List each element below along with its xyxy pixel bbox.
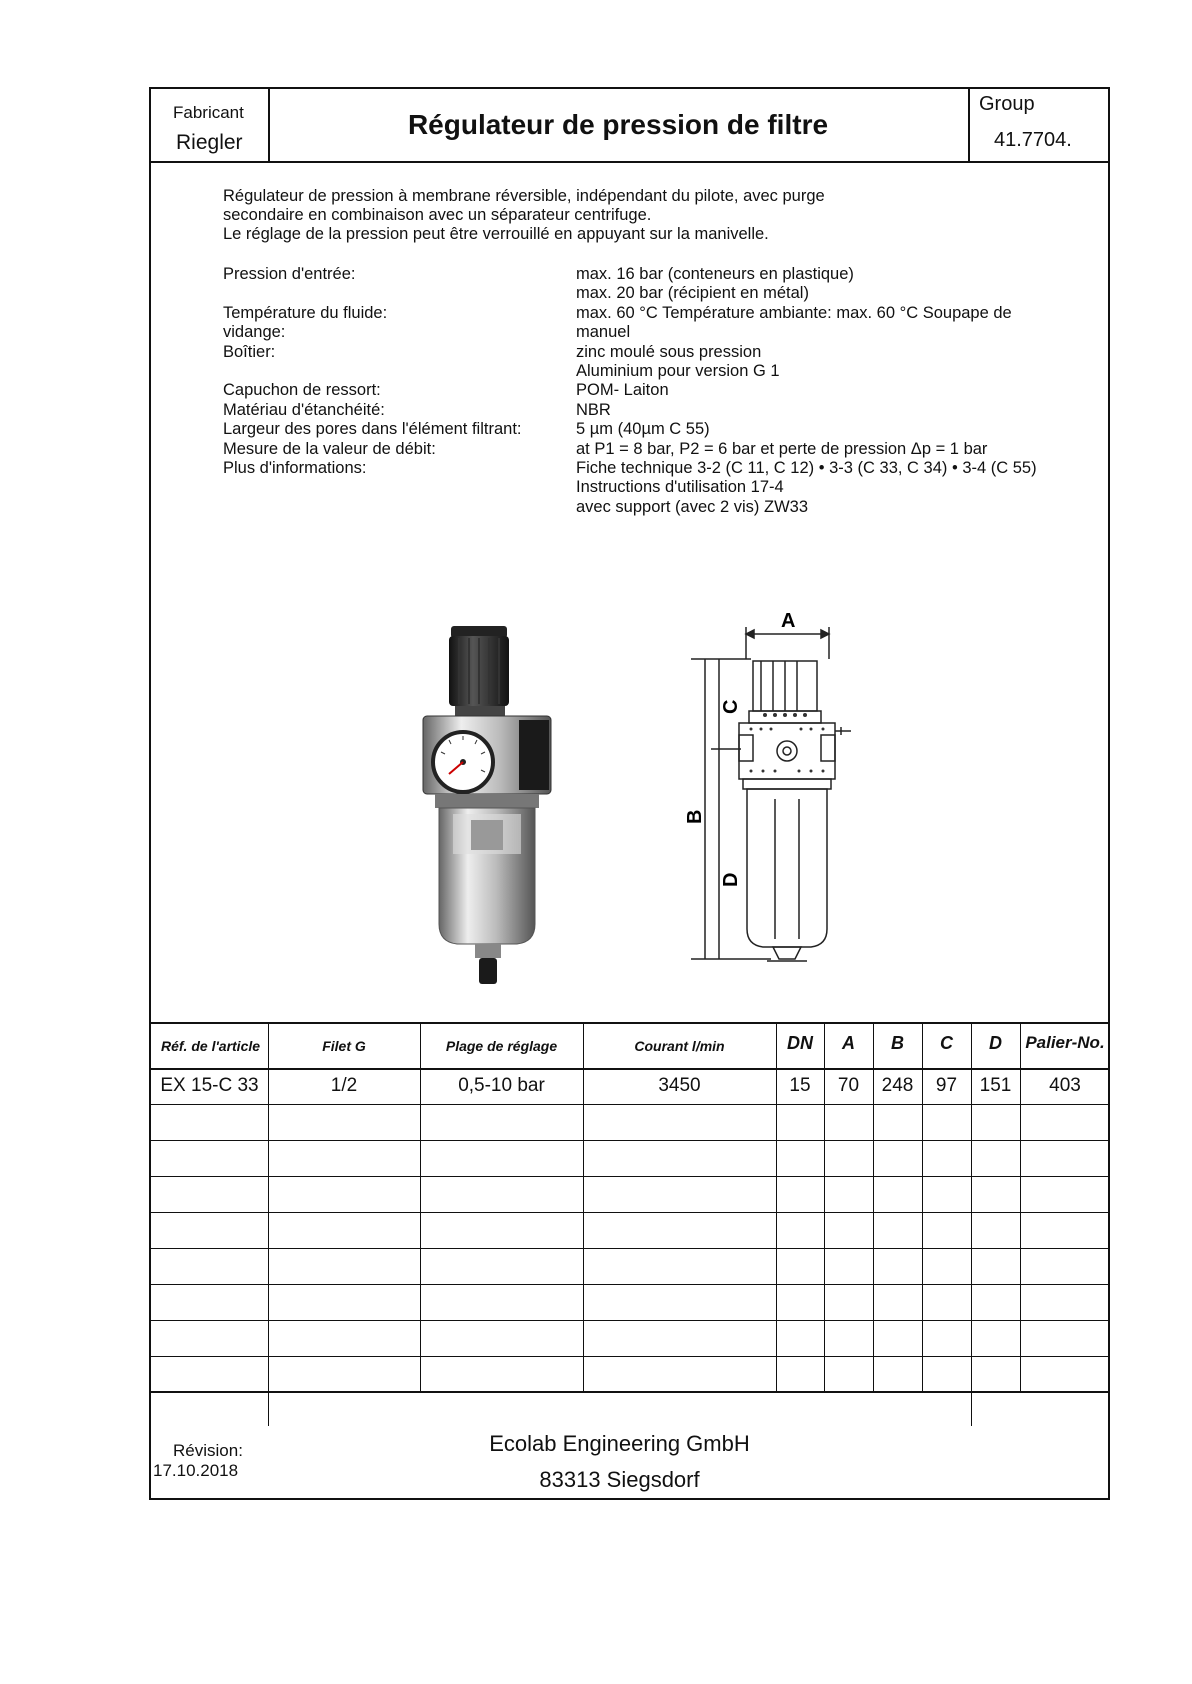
description-line-1: Régulateur de pression à membrane réversible, indépendant du pilote, avec purge [223,187,825,205]
table-top-rule [151,1022,1108,1024]
header-divider-right [968,89,970,161]
spec-label-flow-measurement: Mesure de la valeur de débit: [223,439,436,458]
spec-label-more-info: Plus d'informations: [223,459,367,478]
spec-value: manuel [576,323,631,342]
col-header-d: D [989,1033,1002,1053]
dim-label-d: D [720,872,742,887]
row-divider [151,1212,1108,1213]
spec-value: max. 16 bar (conteneurs en plastique) [576,265,854,283]
group-number: 41.7704. [994,129,1072,151]
spec-value: avec support (avec 2 vis) ZW33 [576,497,808,516]
header-bottom-rule [151,161,1108,163]
dim-label-a: A [781,610,796,632]
col-header-a: A [842,1033,855,1053]
spec-label-spacer [223,362,521,381]
company-address: 83313 Siegsdorf [539,1467,700,1492]
table-cell-range: 0,5-10 bar [458,1075,545,1096]
group-label: Group [979,93,1035,115]
spec-label-inlet-pressure: Pression d'entrée: [223,265,356,283]
dim-label-b: B [684,809,706,824]
spec-label-housing: Boîtier: [223,342,276,361]
spec-label-pore-width: Largeur des pores dans l'élément filtrant: [223,420,522,439]
spec-value: POM- Laiton [576,381,669,400]
col-header-stock-no: Palier-No. [1025,1033,1105,1052]
table-cell-dn: 15 [789,1075,811,1096]
row-divider [151,1356,1108,1357]
spec-value: Fiche technique 3-2 (C 11, C 12) • 3-3 (C 33, C 34) • 3-4 (C 55) [576,459,1037,478]
col-header-thread: Filet G [322,1038,366,1054]
row-divider [151,1176,1108,1177]
manufacturer-label: Fabricant [173,103,244,122]
row-divider [151,1284,1108,1285]
spec-value: zinc moulé sous pression [576,342,762,361]
spec-values [576,265,1037,517]
description-line-3: Le réglage de la pression peut être verrouillé en appuyant sur la manivelle. [223,225,769,243]
row-divider [151,1248,1108,1249]
spec-value: 5 µm (40µm C 55) [576,420,710,439]
company-name: Ecolab Engineering GmbH [489,1431,750,1456]
table-cell-d: 151 [979,1075,1012,1096]
table-cell-stock-no: 403 [1049,1075,1081,1096]
page-title: Régulateur de pression de filtre [407,109,829,140]
manufacturer-name: Riegler [176,131,243,154]
col-header-ref: Réf. de l'article [161,1038,261,1054]
table-cell-thread: 1/2 [330,1075,358,1096]
description-line-2: secondaire en combinaison avec un séparateur centrifuge. [223,206,652,224]
table-cell-c: 97 [935,1075,958,1096]
datasheet [149,87,1110,1500]
table-cell-flow: 3450 [658,1075,701,1096]
footer-top-rule [151,1391,1108,1393]
row-divider [151,1140,1108,1141]
row-divider [151,1104,1108,1105]
spec-label-seal-material: Matériau d'étanchéité: [223,400,385,419]
col-header-dn: DN [787,1033,813,1053]
col-header-b: B [891,1033,904,1053]
table-header-rule [151,1068,1108,1070]
spec-value: Instructions d'utilisation 17-4 [576,478,784,497]
table-cell-a: 70 [837,1075,860,1096]
revision-date: 17.10.2018 [153,1461,239,1480]
spec-label-drain: vidange: [223,323,286,342]
spec-labels [223,265,521,478]
dimension-drawing [684,609,931,989]
col-header-c: C [940,1033,953,1053]
spec-label-spring-cap: Capuchon de ressort: [223,381,381,400]
spec-label-fluid-temp: Température du fluide: [223,303,388,322]
spec-value: NBR [576,400,611,419]
spec-value: Aluminium pour version G 1 [576,362,780,381]
col-header-range: Plage de réglage [445,1038,558,1054]
table-cell-ref: EX 15-C 33 [160,1075,259,1096]
spec-value: at P1 = 8 bar, P2 = 6 bar et perte de pression Δp = 1 bar [576,439,988,458]
revision-label: Révision: [173,1441,243,1460]
dim-label-c: C [720,699,742,714]
table-cell-b: 248 [881,1075,914,1096]
row-divider [151,1320,1108,1321]
spec-value: max. 60 °C Température ambiante: max. 60 °C Soupape de [576,303,1012,322]
spec-value: max. 20 bar (récipient en métal) [576,284,809,303]
product-photo [419,624,559,994]
col-header-flow: Courant l/min [634,1038,725,1054]
spec-label-spacer [223,284,521,303]
